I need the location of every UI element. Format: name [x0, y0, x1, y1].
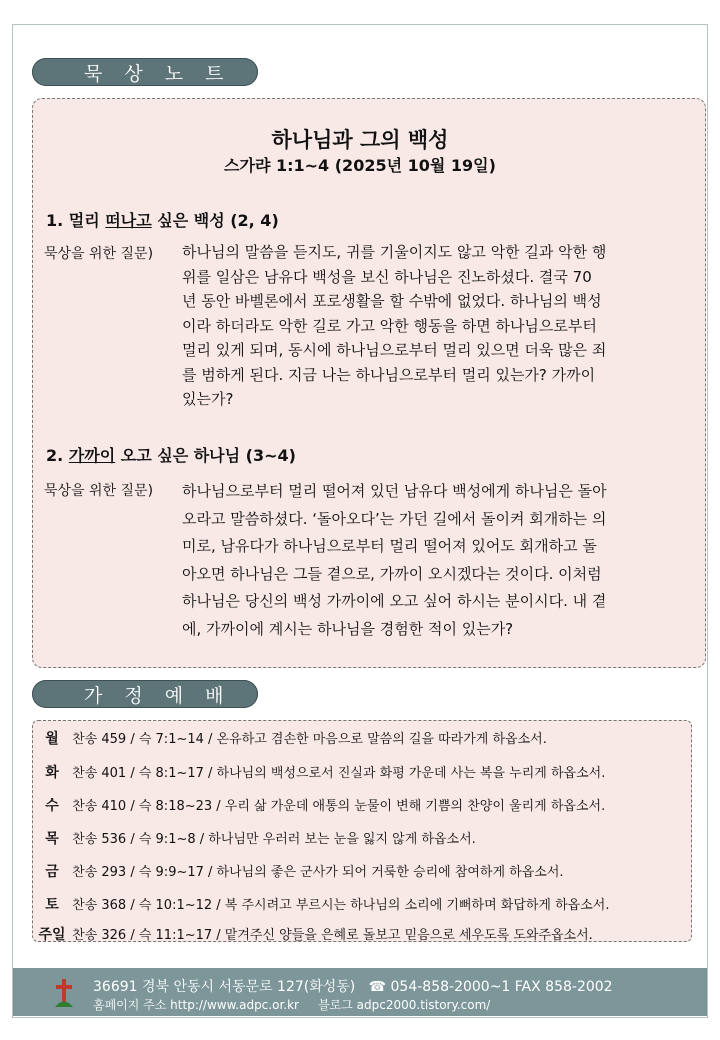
point1-line: 를 범하게 된다. 지금 나는 하나님으로부터 멀리 있는가? 가까이: [182, 365, 596, 384]
point2-number: 2.: [46, 446, 64, 465]
sermon-scripture: 스가랴 1:1~4 (2025년 10월 19일): [224, 156, 496, 175]
worship-text: 찬송 326 / 슥 11:1~17 / 맡겨주신 양들을 은혜로 돌보고 믿음으로 세우도록 도와주옵소서.: [72, 928, 593, 943]
point1-line: 이라 하더라도 악한 길로 가고 악한 행동을 하면 하나님으로부터: [182, 316, 597, 335]
worship-row-mon: [36, 728, 686, 748]
footer-phone: ☎ 054-858-2000~1 FAX 858-2002: [368, 979, 613, 995]
point2-line: 하나님은 당신의 백성 가까이에 오고 싶어 하시는 분이시다. 내 곁: [182, 592, 607, 610]
point1-underlined: 떠나고: [105, 211, 152, 230]
footer: [13, 968, 707, 1016]
worship-day: 금: [45, 864, 59, 880]
point2-line: 오라고 말씀하셨다. ‘돌아오다’는 가던 길에서 돌이켜 회개하는 의: [182, 509, 607, 528]
point2-question-label: 묵상을 위한 질문): [44, 483, 154, 499]
point1-line: 년 동안 바벨론에서 포로생활을 할 수밖에 없었다. 하나님의 백성: [182, 292, 602, 310]
worship-text: 찬송 410 / 슥 8:18~23 / 우리 삶 가운데 애통의 눈물이 변해 기쁨의 찬양이 울리게 하옵소서.: [72, 799, 606, 814]
footer-contact: [93, 976, 613, 996]
worship-row-sat: [36, 894, 686, 914]
point2-line: 하나님으로부터 멀리 떨어져 있던 남유다 백성에게 하나님은 돌아: [182, 482, 607, 500]
point1-line: 위를 일삼은 남유다 백성을 보신 하나님은 진노하셨다. 결국 70: [182, 267, 592, 286]
point2-line: 아오면 하나님은 그들 곁으로, 가까이 오시겠다는 것이다. 이처럼: [182, 564, 602, 583]
point1-heading: [46, 208, 279, 231]
worship-row-sun: [36, 924, 686, 944]
section-header-family-worship: 가 정 예 배: [32, 680, 258, 708]
point2-line: 미로, 남유다가 하나님으로부터 멀리 떨어져 있어도 회개하고 돌: [182, 537, 597, 555]
footer-links: [93, 996, 490, 1013]
point1-number: 1.: [46, 211, 64, 230]
point2-line: 에, 가까이에 계시는 하나님을 경험한 적이 있는가?: [182, 619, 514, 638]
point2-paragraph: [182, 478, 687, 643]
worship-row-fri: [36, 861, 686, 881]
worship-day: 월: [45, 731, 59, 747]
point2-underlined: 가까이: [68, 446, 116, 465]
worship-day: 주일: [38, 927, 66, 943]
point1-line: 있는가?: [182, 390, 234, 408]
point1-pre: 멀리: [68, 211, 100, 230]
point2-heading: [46, 443, 296, 466]
worship-text: 찬송 293 / 슥 9:9~17 / 하나님의 좋은 군사가 되어 거룩한 승리에 참여하게 하옵소서.: [72, 865, 564, 880]
point1-paragraph: [182, 240, 687, 412]
worship-row-thu: [36, 828, 686, 848]
point2-post: 오고 싶은 하나님 (3~4): [120, 446, 296, 465]
footer-homepage[interactable]: 홈페이지 주소 http://www.adpc.or.kr: [93, 998, 299, 1012]
point1-line: 하나님의 말씀을 듣지도, 귀를 기울이지도 않고 악한 길과 악한 행: [182, 243, 607, 261]
footer-address: 36691 경북 안동시 서동문로 127(화성동): [93, 979, 356, 995]
point1-post: 싶은 백성 (2, 4): [157, 211, 279, 230]
worship-row-tue: [36, 762, 686, 782]
worship-text: 찬송 459 / 슥 7:1~14 / 온유하고 겸손한 마음으로 말씀의 길을 따라가게 하옵소서.: [72, 732, 547, 747]
worship-day: 수: [45, 798, 59, 814]
worship-text: 찬송 536 / 슥 9:1~8 / 하나님만 우러러 보는 눈을 잃지 않게 하옵소서.: [72, 832, 476, 847]
worship-day: 목: [45, 831, 59, 847]
point1-line: 멀리 있게 되며, 동시에 하나님으로부터 멀리 있으면 더욱 많은 죄: [182, 341, 607, 359]
worship-day: 토: [45, 897, 59, 913]
worship-row-wed: [36, 795, 686, 815]
worship-text: 찬송 368 / 슥 10:1~12 / 복 주시려고 부르시는 하나님의 소리에 기뻐하며 화답하게 하옵소서.: [72, 898, 610, 913]
footer-blog[interactable]: 블로그 adpc2000.tistory.com/: [318, 998, 491, 1012]
sermon-title: 하나님과 그의 백성: [271, 128, 449, 152]
worship-text: 찬송 401 / 슥 8:1~17 / 하나님의 백성으로서 진실과 화평 가운데 사는 복을 누리게 하옵소서.: [72, 766, 606, 781]
section-header-meditation: 묵 상 노 트: [32, 58, 258, 86]
point1-question-label: 묵상을 위한 질문): [44, 246, 154, 262]
worship-day: 화: [45, 765, 59, 781]
church-logo-icon: [53, 978, 75, 1008]
